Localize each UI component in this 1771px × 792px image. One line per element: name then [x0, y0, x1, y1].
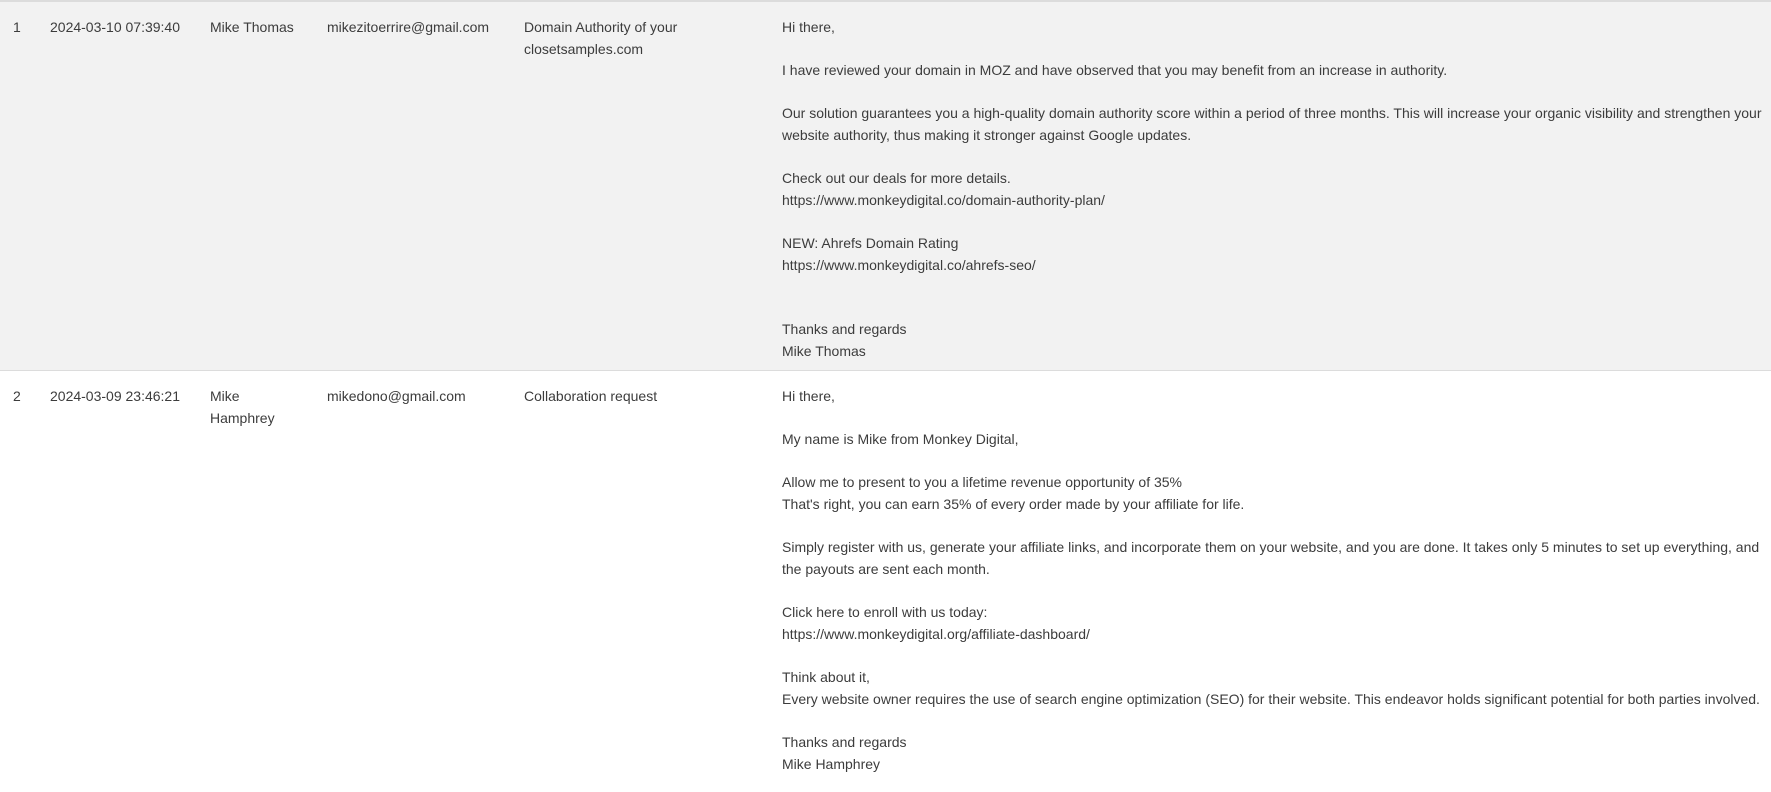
message-link: https://www.monkeydigital.co/domain-authority-plan/ — [782, 192, 1105, 208]
message-line: Allow me to present to you a lifetime revenue opportunity of 35% — [782, 474, 1182, 490]
row-number: 2 — [13, 388, 21, 404]
message-link: https://www.monkeydigital.org/affiliate-dashboard/ — [782, 626, 1090, 642]
message-line: I have reviewed your domain in MOZ and have observed that you may benefit from an increase in authority. — [782, 62, 1448, 78]
message-line: Every website owner requires the use of search engine optimization (SEO) for their website. This endeavor holds significant potential for both parties involved. — [782, 691, 1760, 707]
sender-name: Mike Hamphrey — [210, 388, 275, 426]
sender-email: mikedono@gmail.com — [327, 388, 466, 404]
message-body — [782, 385, 1771, 775]
submission-date: 2024-03-10 07:39:40 — [50, 19, 180, 35]
sender-email: mikezitoerrire@gmail.com — [327, 19, 490, 35]
message-signature: Mike Thomas — [782, 343, 866, 359]
message-line: Simply register with us, generate your affiliate links, and incorporate them on your website, and you are done. It takes only 5 minutes to set up everything, and the payouts are sent each month. — [782, 539, 1760, 577]
message-line: Hi there, — [782, 19, 835, 35]
message-body — [782, 16, 1771, 362]
submission-date: 2024-03-09 23:46:21 — [50, 388, 180, 404]
message-line: My name is Mike from Monkey Digital, — [782, 431, 1019, 447]
message-line: That's right, you can earn 35% of every order made by your affiliate for life. — [782, 496, 1245, 512]
message-subject: Domain Authority of your closetsamples.com — [524, 19, 678, 57]
message-line: Thanks and regards — [782, 321, 907, 337]
message-line: Click here to enroll with us today: — [782, 604, 988, 620]
message-subject: Collaboration request — [524, 388, 658, 404]
message-line: Think about it, — [782, 669, 870, 685]
message-line: Hi there, — [782, 388, 835, 404]
row-number: 1 — [13, 19, 21, 35]
message-link: https://www.monkeydigital.co/ahrefs-seo/ — [782, 257, 1036, 273]
sender-name: Mike Thomas — [210, 19, 294, 35]
message-line: NEW: Ahrefs Domain Rating — [782, 235, 959, 251]
table-row[interactable] — [0, 371, 1771, 792]
table-row[interactable] — [0, 2, 1771, 371]
message-signature: Mike Hamphrey — [782, 756, 881, 772]
message-line: Thanks and regards — [782, 734, 907, 750]
message-line: Our solution guarantees you a high-quality domain authority score within a period of three months. This will increase your organic visibility and strengthen your website authority, thus making it stronger against Google updates. — [782, 105, 1762, 143]
message-line: Check out our deals for more details. — [782, 170, 1011, 186]
